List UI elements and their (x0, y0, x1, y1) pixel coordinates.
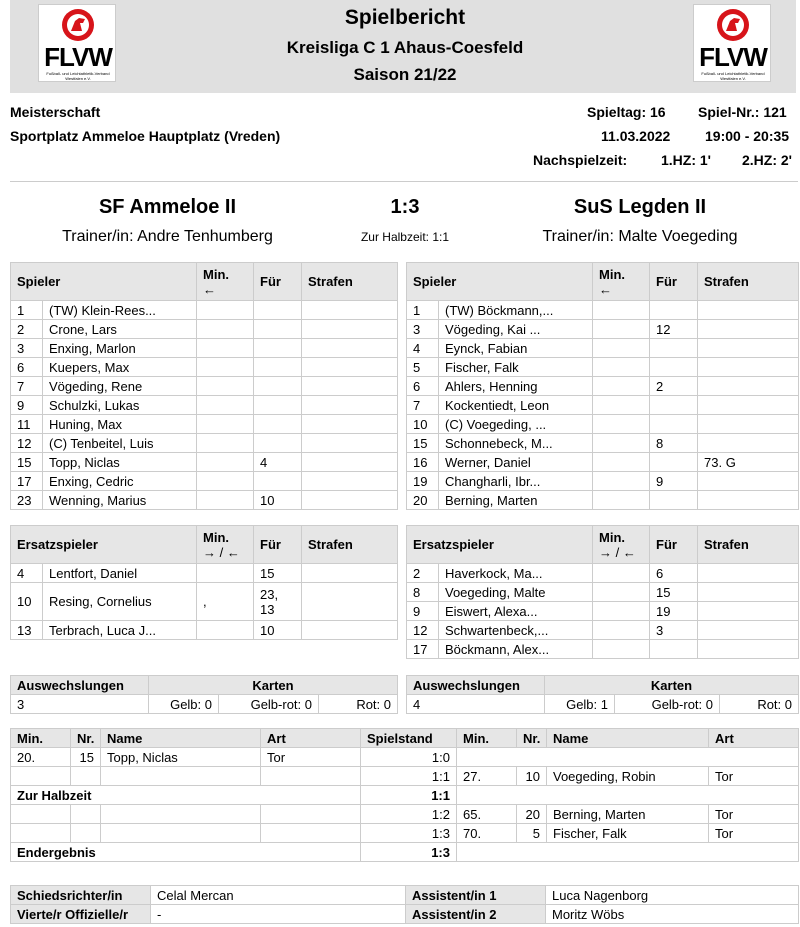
player-fuer (254, 472, 302, 491)
col-ersatzspieler: Ersatzspieler (11, 526, 197, 564)
player-fuer (254, 396, 302, 415)
player-minute (593, 621, 650, 640)
player-number: 9 (407, 602, 439, 621)
col-spieler: Spieler (11, 263, 197, 301)
player-name: Schwartenbeck,... (439, 621, 593, 640)
player-number: 9 (11, 396, 43, 415)
col-spieler: Spieler (407, 263, 593, 301)
player-fuer (650, 358, 698, 377)
event-player: Fischer, Falk (547, 824, 709, 843)
player-strafen (698, 564, 799, 583)
player-minute (593, 640, 650, 659)
player-row (11, 377, 398, 396)
officials-table (10, 885, 799, 924)
player-number: 4 (11, 564, 43, 583)
player-row (407, 320, 799, 339)
assistant1-name: Luca Nagenborg (546, 886, 799, 905)
player-row (11, 472, 398, 491)
away-lineup-table (406, 262, 799, 510)
player-row (407, 602, 799, 621)
player-name: Kuepers, Max (43, 358, 197, 377)
home-trainer: Trainer/in: Andre Tenhumberg (62, 228, 273, 245)
player-name: (TW) Böckmann,... (439, 301, 593, 320)
player-number: 8 (407, 583, 439, 602)
player-row (11, 564, 398, 583)
league-name: Kreisliga C 1 Ahaus-Coesfeld (286, 38, 524, 57)
player-name: Enxing, Marlon (43, 339, 197, 358)
halftime-label: Zur Halbzeit (11, 786, 361, 805)
player-number: 11 (11, 415, 43, 434)
player-strafen (302, 301, 398, 320)
home-rot: Rot: 0 (319, 695, 398, 714)
final-label: Endergebnis (11, 843, 361, 862)
player-strafen (302, 415, 398, 434)
player-name: Terbrach, Luca J... (43, 621, 197, 640)
player-fuer: 23, 13 (254, 583, 302, 621)
player-strafen (698, 415, 799, 434)
player-strafen (698, 621, 799, 640)
col-auswechslungen: Auswechslungen (11, 676, 149, 695)
player-strafen (302, 583, 398, 621)
player-name: Crone, Lars (43, 320, 197, 339)
player-fuer (650, 453, 698, 472)
player-number: 12 (407, 621, 439, 640)
player-name: Vögeding, Rene (43, 377, 197, 396)
player-strafen (698, 320, 799, 339)
event-number: 5 (517, 824, 547, 843)
player-number: 7 (407, 396, 439, 415)
player-row (407, 640, 799, 659)
player-strafen (698, 301, 799, 320)
player-row (407, 564, 799, 583)
player-minute (593, 491, 650, 510)
player-number: 1 (407, 301, 439, 320)
player-name: Enxing, Cedric (43, 472, 197, 491)
away-rot: Rot: 0 (720, 695, 799, 714)
player-minute (593, 396, 650, 415)
col-strafen: Strafen (302, 526, 398, 564)
col-fuer: Für (254, 263, 302, 301)
home-summary-table (10, 675, 398, 714)
player-row (407, 621, 799, 640)
player-number: 16 (407, 453, 439, 472)
player-row (11, 320, 398, 339)
event-minute: 70. (457, 824, 517, 843)
player-row (11, 434, 398, 453)
player-strafen (698, 339, 799, 358)
away-summary-table (406, 675, 799, 714)
col-name: Name (101, 729, 261, 748)
player-number: 5 (407, 358, 439, 377)
player-fuer (254, 415, 302, 434)
player-name: Wenning, Marius (43, 491, 197, 510)
fourth-official-label: Vierte/r Offizielle/r (11, 905, 151, 924)
flvw-emblem-icon (716, 7, 750, 43)
player-name: Voegeding, Malte (439, 583, 593, 602)
player-number: 4 (407, 339, 439, 358)
player-number: 10 (11, 583, 43, 621)
event-number: 15 (71, 748, 101, 767)
player-row (407, 453, 799, 472)
col-karten: Karten (545, 676, 799, 695)
season: Saison 21/22 (353, 65, 457, 84)
col-art: Art (261, 729, 361, 748)
player-row (407, 301, 799, 320)
col-min: Min. → / ← (593, 526, 650, 564)
player-strafen (698, 396, 799, 415)
player-fuer: 2 (650, 377, 698, 396)
player-minute (593, 472, 650, 491)
event-type: Tor (709, 805, 799, 824)
away-team-name: SuS Legden II (573, 196, 707, 218)
assistant1-label: Assistent/in 1 (406, 886, 546, 905)
home-subs-count: 3 (11, 695, 149, 714)
player-row (407, 358, 799, 377)
player-row (407, 434, 799, 453)
player-row (11, 621, 398, 640)
event-score: 1:1 (361, 767, 457, 786)
home-subs-table (10, 525, 398, 640)
player-strafen (302, 472, 398, 491)
col-min: Min. (11, 729, 71, 748)
player-strafen (698, 377, 799, 396)
player-row (407, 472, 799, 491)
player-fuer (650, 640, 698, 659)
player-name: Schonnebeck, M... (439, 434, 593, 453)
home-team-name: SF Ammeloe II (98, 196, 237, 218)
player-minute (593, 602, 650, 621)
player-fuer: 6 (650, 564, 698, 583)
event-score: 1:2 (361, 805, 457, 824)
player-name: Eiswert, Alexa... (439, 602, 593, 621)
player-name: Böckmann, Alex... (439, 640, 593, 659)
player-name: Kockentiedt, Leon (439, 396, 593, 415)
col-name: Name (547, 729, 709, 748)
player-number: 17 (11, 472, 43, 491)
goal-row (11, 748, 799, 767)
player-row (11, 453, 398, 472)
player-strafen (302, 377, 398, 396)
player-name: Lentfort, Daniel (43, 564, 197, 583)
player-minute (197, 621, 254, 640)
player-number: 6 (11, 358, 43, 377)
player-number: 2 (11, 320, 43, 339)
col-min: Min. ← (197, 263, 254, 301)
event-score: 1:3 (361, 824, 457, 843)
player-minute (197, 396, 254, 415)
nachspielzeit-hz2: 2.HZ: 2' (742, 152, 793, 168)
player-fuer (254, 377, 302, 396)
player-name: (C) Voegeding, ... (439, 415, 593, 434)
player-fuer (650, 491, 698, 510)
player-minute (593, 434, 650, 453)
player-number: 3 (11, 339, 43, 358)
home-lineup-table (10, 262, 398, 510)
logo-subtitle: Fußball- und Leichtathletik-Verband Westfalen e.V. (46, 71, 110, 81)
final-score-cell: 1:3 (361, 843, 457, 862)
player-number: 13 (11, 621, 43, 640)
final-score: 1:3 (390, 196, 420, 218)
player-strafen (698, 434, 799, 453)
player-name: (C) Tenbeitel, Luis (43, 434, 197, 453)
home-gelb: Gelb: 0 (149, 695, 219, 714)
player-strafen (698, 491, 799, 510)
player-strafen (698, 472, 799, 491)
final-row (11, 843, 799, 862)
player-name: Schulzki, Lukas (43, 396, 197, 415)
assistant2-name: Moritz Wöbs (546, 905, 799, 924)
event-type: Tor (709, 824, 799, 843)
player-row (11, 583, 398, 621)
player-number: 17 (407, 640, 439, 659)
player-number: 23 (11, 491, 43, 510)
player-fuer (650, 339, 698, 358)
goal-row (11, 767, 799, 786)
event-player: Berning, Marten (547, 805, 709, 824)
player-number: 19 (407, 472, 439, 491)
player-minute (593, 301, 650, 320)
player-minute (593, 453, 650, 472)
player-fuer: 4 (254, 453, 302, 472)
player-fuer (650, 396, 698, 415)
player-row (11, 415, 398, 434)
logo-text: FLVW (44, 42, 112, 72)
col-min: Min. (457, 729, 517, 748)
col-karten: Karten (149, 676, 398, 695)
player-row (11, 301, 398, 320)
player-fuer (254, 320, 302, 339)
col-spielstand: Spielstand (361, 729, 457, 748)
player-strafen (698, 640, 799, 659)
player-strafen (698, 358, 799, 377)
away-gelb: Gelb: 1 (545, 695, 615, 714)
player-row (407, 583, 799, 602)
player-row (407, 396, 799, 415)
player-minute: , (197, 583, 254, 621)
player-minute (197, 491, 254, 510)
player-row (407, 491, 799, 510)
player-row (11, 339, 398, 358)
player-number: 1 (11, 301, 43, 320)
player-minute (593, 358, 650, 377)
away-subs-table (406, 525, 799, 659)
player-number: 20 (407, 491, 439, 510)
col-ersatzspieler: Ersatzspieler (407, 526, 593, 564)
col-fuer: Für (650, 263, 698, 301)
col-nr: Nr. (71, 729, 101, 748)
goals-table (10, 728, 799, 862)
player-minute (593, 377, 650, 396)
assistant2-label: Assistent/in 2 (406, 905, 546, 924)
event-player: Topp, Niclas (101, 748, 261, 767)
col-strafen: Strafen (698, 526, 799, 564)
player-fuer: 10 (254, 491, 302, 510)
player-strafen (302, 396, 398, 415)
player-name: Fischer, Falk (439, 358, 593, 377)
event-minute: 65. (457, 805, 517, 824)
player-name: Huning, Max (43, 415, 197, 434)
player-name: Werner, Daniel (439, 453, 593, 472)
player-fuer: 3 (650, 621, 698, 640)
event-type: Tor (709, 767, 799, 786)
event-minute: 27. (457, 767, 517, 786)
match-date: 11.03.2022 (601, 128, 671, 144)
player-number: 3 (407, 320, 439, 339)
page-title: Spielbericht (344, 6, 466, 29)
player-fuer: 9 (650, 472, 698, 491)
player-fuer: 19 (650, 602, 698, 621)
player-fuer: 15 (254, 564, 302, 583)
player-minute (197, 339, 254, 358)
player-minute (197, 377, 254, 396)
player-row (407, 377, 799, 396)
player-minute (593, 583, 650, 602)
player-minute (593, 564, 650, 583)
player-name: Topp, Niclas (43, 453, 197, 472)
player-number: 15 (11, 453, 43, 472)
player-minute (593, 339, 650, 358)
flvw-logo-left (38, 4, 116, 82)
player-strafen (302, 453, 398, 472)
event-type: Tor (261, 748, 361, 767)
nachspielzeit-hz1: 1.HZ: 1' (661, 152, 712, 168)
goal-row (11, 805, 799, 824)
player-strafen (302, 491, 398, 510)
player-strafen (302, 621, 398, 640)
player-row (11, 396, 398, 415)
player-minute (197, 358, 254, 377)
player-strafen (698, 583, 799, 602)
away-subs-count: 4 (407, 695, 545, 714)
report-header (10, 0, 796, 93)
player-strafen: 73. G (698, 453, 799, 472)
away-trainer: Trainer/in: Malte Voegeding (542, 228, 738, 245)
player-name: Haverkock, Ma... (439, 564, 593, 583)
halftime-score-cell: 1:1 (361, 786, 457, 805)
col-min: Min. ← (593, 263, 650, 301)
player-name: Resing, Cornelius (43, 583, 197, 621)
halftime-row (11, 786, 799, 805)
player-row (11, 491, 398, 510)
player-name: Ahlers, Henning (439, 377, 593, 396)
logo-subtitle: Fußball- und Leichtathletik-Verband Westfalen e.V. (701, 71, 765, 81)
player-minute (593, 320, 650, 339)
player-minute (197, 415, 254, 434)
player-minute (197, 453, 254, 472)
competition: Meisterschaft (10, 104, 101, 120)
player-minute (197, 472, 254, 491)
player-fuer (254, 339, 302, 358)
col-fuer: Für (650, 526, 698, 564)
player-strafen (302, 564, 398, 583)
player-strafen (302, 358, 398, 377)
player-row (11, 358, 398, 377)
col-art: Art (709, 729, 799, 748)
player-number: 10 (407, 415, 439, 434)
player-fuer: 8 (650, 434, 698, 453)
player-number: 7 (11, 377, 43, 396)
player-minute (197, 301, 254, 320)
referee-name: Celal Mercan (151, 886, 406, 905)
flvw-emblem-icon (61, 7, 95, 43)
event-number: 20 (517, 805, 547, 824)
player-row (407, 339, 799, 358)
player-name: Eynck, Fabian (439, 339, 593, 358)
player-number: 6 (407, 377, 439, 396)
player-fuer (254, 434, 302, 453)
home-gelbrot: Gelb-rot: 0 (219, 695, 319, 714)
event-player: Voegeding, Robin (547, 767, 709, 786)
spieltag: Spieltag: 16 (587, 104, 666, 120)
match-time: 19:00 - 20:35 (705, 128, 790, 144)
referee-label: Schiedsrichter/in (11, 886, 151, 905)
player-strafen (698, 602, 799, 621)
player-fuer (650, 301, 698, 320)
player-minute (593, 415, 650, 434)
player-name: Berning, Marten (439, 491, 593, 510)
logo-text: FLVW (699, 42, 767, 72)
player-minute (197, 320, 254, 339)
player-name: (TW) Klein-Rees... (43, 301, 197, 320)
col-nr: Nr. (517, 729, 547, 748)
player-number: 12 (11, 434, 43, 453)
event-score: 1:0 (361, 748, 457, 767)
col-min: Min. → / ← (197, 526, 254, 564)
player-fuer: 12 (650, 320, 698, 339)
player-fuer: 10 (254, 621, 302, 640)
col-auswechslungen: Auswechslungen (407, 676, 545, 695)
player-strafen (302, 320, 398, 339)
player-fuer (650, 415, 698, 434)
player-fuer: 15 (650, 583, 698, 602)
player-number: 2 (407, 564, 439, 583)
player-row (407, 415, 799, 434)
col-fuer: Für (254, 526, 302, 564)
spiel-nr: Spiel-Nr.: 121 (698, 104, 787, 120)
divider (10, 181, 798, 182)
player-name: Vögeding, Kai ... (439, 320, 593, 339)
player-minute (197, 564, 254, 583)
player-fuer (254, 301, 302, 320)
flvw-logo-right (693, 4, 771, 82)
nachspielzeit-label: Nachspielzeit: (533, 152, 628, 168)
player-fuer (254, 358, 302, 377)
col-strafen: Strafen (698, 263, 799, 301)
player-name: Changharli, Ibr... (439, 472, 593, 491)
event-minute: 20. (11, 748, 71, 767)
player-strafen (302, 434, 398, 453)
player-minute (197, 434, 254, 453)
halftime-score: Zur Halbzeit: 1:1 (360, 230, 450, 244)
venue: Sportplatz Ammeloe Hauptplatz (Vreden) (10, 128, 281, 144)
event-number: 10 (517, 767, 547, 786)
player-number: 15 (407, 434, 439, 453)
col-strafen: Strafen (302, 263, 398, 301)
player-strafen (302, 339, 398, 358)
away-gelbrot: Gelb-rot: 0 (615, 695, 720, 714)
fourth-official-name: - (151, 905, 406, 924)
goal-row (11, 824, 799, 843)
